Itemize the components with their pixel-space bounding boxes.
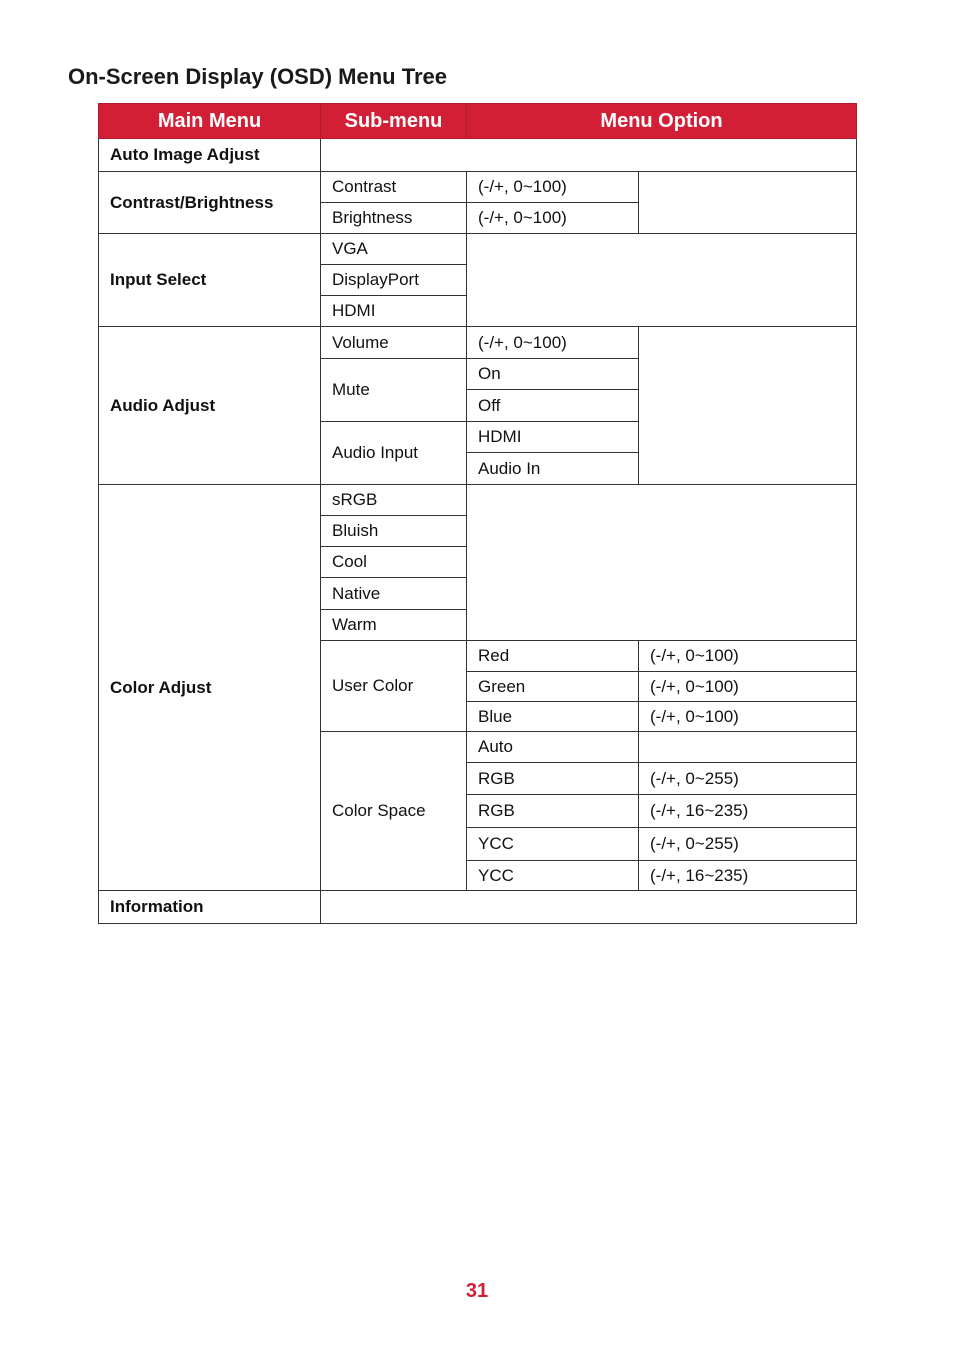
main-menu-audio-adjust: Audio Adjust — [99, 327, 321, 485]
option-color-space-auto-range — [639, 732, 857, 763]
option-user-color-green: Green — [467, 672, 639, 702]
sub-menu-color-space: Color Space — [321, 732, 467, 891]
sub-menu-cool: Cool — [321, 547, 467, 578]
sub-menu-displayport: DisplayPort — [321, 265, 467, 296]
option-mute-on: On — [467, 359, 639, 390]
empty-cell — [467, 234, 857, 327]
main-menu-information: Information — [99, 891, 321, 924]
table-row — [99, 139, 857, 172]
sub-menu-vga: VGA — [321, 234, 467, 265]
empty-cell — [639, 327, 857, 485]
sub-menu-mute: Mute — [321, 359, 467, 422]
sub-menu-brightness: Brightness — [321, 203, 467, 234]
main-menu-contrast-brightness: Contrast/Brightness — [99, 172, 321, 234]
empty-cell — [639, 172, 857, 234]
table-header-row — [99, 104, 857, 139]
option-color-space-ycc-full: YCC — [467, 828, 639, 861]
header-sub-menu: Sub-menu — [321, 104, 467, 139]
option-audio-input-hdmi: HDMI — [467, 422, 639, 453]
empty-cell — [321, 891, 857, 924]
sub-menu-native: Native — [321, 578, 467, 610]
sub-menu-contrast: Contrast — [321, 172, 467, 203]
sub-menu-audio-input: Audio Input — [321, 422, 467, 485]
option-color-space-rgb-full-range: (-/+, 0~255) — [639, 763, 857, 795]
option-color-space-rgb-limited: RGB — [467, 795, 639, 828]
option-color-space-ycc-full-range: (-/+, 0~255) — [639, 828, 857, 861]
option-color-space-ycc-limited-range: (-/+, 16~235) — [639, 861, 857, 891]
table-row — [99, 891, 857, 924]
osd-menu-tree-table — [98, 103, 857, 924]
page-number: 31 — [465, 1280, 489, 1302]
option-brightness-range: (-/+, 0~100) — [467, 203, 639, 234]
sub-menu-volume: Volume — [321, 327, 467, 359]
option-volume-range: (-/+, 0~100) — [467, 327, 639, 359]
header-main-menu: Main Menu — [99, 104, 321, 139]
option-mute-off: Off — [467, 390, 639, 422]
option-audio-input-audio-in: Audio In — [467, 453, 639, 485]
option-color-space-ycc-limited: YCC — [467, 861, 639, 891]
sub-menu-user-color: User Color — [321, 641, 467, 732]
option-user-color-blue-range: (-/+, 0~100) — [639, 702, 857, 732]
option-user-color-red-range: (-/+, 0~100) — [639, 641, 857, 672]
main-menu-auto-image-adjust: Auto Image Adjust — [99, 139, 321, 172]
header-menu-option: Menu Option — [467, 104, 857, 139]
table-row — [99, 485, 857, 516]
sub-menu-warm: Warm — [321, 610, 467, 641]
sub-menu-hdmi: HDMI — [321, 296, 467, 327]
main-menu-color-adjust: Color Adjust — [99, 485, 321, 891]
option-contrast-range: (-/+, 0~100) — [467, 172, 639, 203]
sub-menu-bluish: Bluish — [321, 516, 467, 547]
table-row — [99, 327, 857, 359]
option-user-color-red: Red — [467, 641, 639, 672]
table-row — [99, 172, 857, 203]
empty-cell — [321, 139, 857, 172]
option-user-color-green-range: (-/+, 0~100) — [639, 672, 857, 702]
table-row — [99, 234, 857, 265]
option-color-space-rgb-full: RGB — [467, 763, 639, 795]
sub-menu-srgb: sRGB — [321, 485, 467, 516]
option-color-space-rgb-limited-range: (-/+, 16~235) — [639, 795, 857, 828]
page-title: On-Screen Display (OSD) Menu Tree — [68, 64, 447, 89]
main-menu-input-select: Input Select — [99, 234, 321, 327]
option-color-space-auto: Auto — [467, 732, 639, 763]
option-user-color-blue: Blue — [467, 702, 639, 732]
empty-cell — [467, 485, 857, 641]
